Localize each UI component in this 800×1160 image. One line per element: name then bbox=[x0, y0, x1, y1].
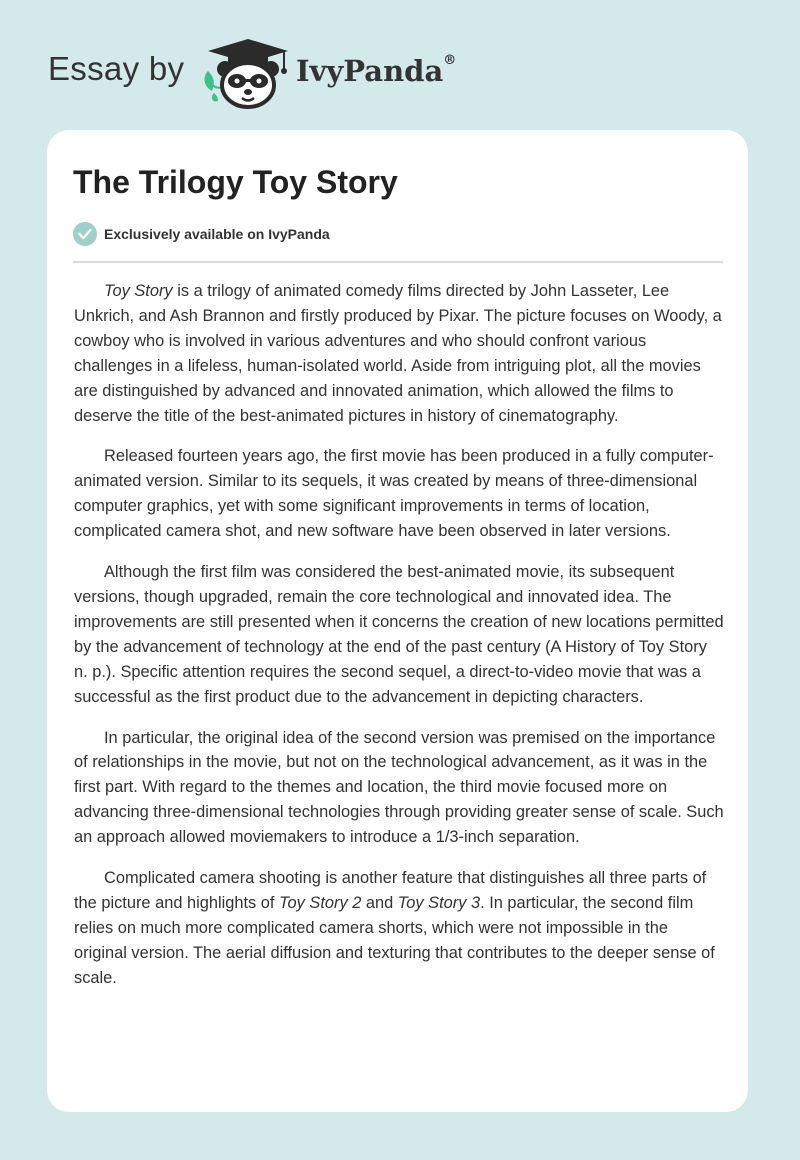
exclusive-badge bbox=[73, 222, 330, 246]
title-divider bbox=[73, 261, 723, 263]
registered-mark: ® bbox=[443, 53, 457, 69]
paragraph: Although the first film was considered the best-animated movie, its subsequent versions, though upgraded, remain the core technological and innovated idea. The improvements are still presented when it concerns the creation of new locations permitted by the advancement of technology at the end of the past century (A History of Toy Story n. p.). Specific attention requires the second sequel, a direct-to-video movie that was a successful as the first product due to the advancement in depicting characters. bbox=[74, 563, 724, 706]
check-circle-icon bbox=[73, 222, 97, 246]
exclusive-label: Exclusively available on IvyPanda bbox=[104, 226, 330, 242]
article-card bbox=[47, 130, 748, 1112]
article-title: The Trilogy Toy Story bbox=[73, 164, 398, 200]
site-header bbox=[0, 0, 800, 130]
article-body bbox=[74, 279, 724, 1007]
film-title: Toy Story bbox=[104, 282, 173, 300]
brand-text: IvyPanda bbox=[296, 54, 444, 88]
paragraph-text: Complicated camera shooting is another feature that distinguishes all three parts of the picture and highlights of bbox=[74, 869, 707, 912]
panda-logo-icon[interactable] bbox=[200, 35, 295, 110]
paragraph bbox=[74, 279, 724, 428]
paragraph-text: and bbox=[361, 893, 398, 912]
paragraph-text: . In particular, the second film relies on much more complicated camera shorts, which were not impossible in the original version. The aerial diffusion and texturing that contributes to the deeper sense of scale. bbox=[74, 893, 715, 987]
paragraph: In particular, the original idea of the second version was premised on the importance of relationships in the movie, but not on the technological advancement, as it was in the first part. With regard to the themes and location, the third movie focused more on advancing three-dimensional technologies through providing greater sense of scale. Such an approach allowed moviemakers to introduce a 1/3-inch separation. bbox=[74, 728, 724, 847]
paragraph: Released fourteen years ago, the first movie has been produced in a fully computer-animated version. Similar to its sequels, it was created by means of three-dimensional computer graphics, yet with some significant improvements in terms of location, complicated camera shot, and new software have been observed in later versions. bbox=[74, 447, 714, 541]
film-title: Toy Story 3 bbox=[397, 893, 481, 912]
essay-by-label: Essay by bbox=[48, 50, 185, 87]
brand-name[interactable] bbox=[296, 54, 456, 88]
paragraph bbox=[74, 866, 724, 991]
paragraph-text: is a trilogy of animated comedy films directed by John Lasseter, Lee Unkrich, and Ash Brannon and firstly produced by Pixar. The picture focuses on Woody, a cowboy who is involved in various adventures and who should confront various challenges in a lifeless, human-isolated world. Aside from intriguing plot, all the movies are distinguished by advanced and innovated animation, which allowed the films to deserve the title of the best-animated pictures in history of cinematography. bbox=[74, 282, 722, 425]
film-title: Toy Story 2 bbox=[279, 893, 362, 912]
